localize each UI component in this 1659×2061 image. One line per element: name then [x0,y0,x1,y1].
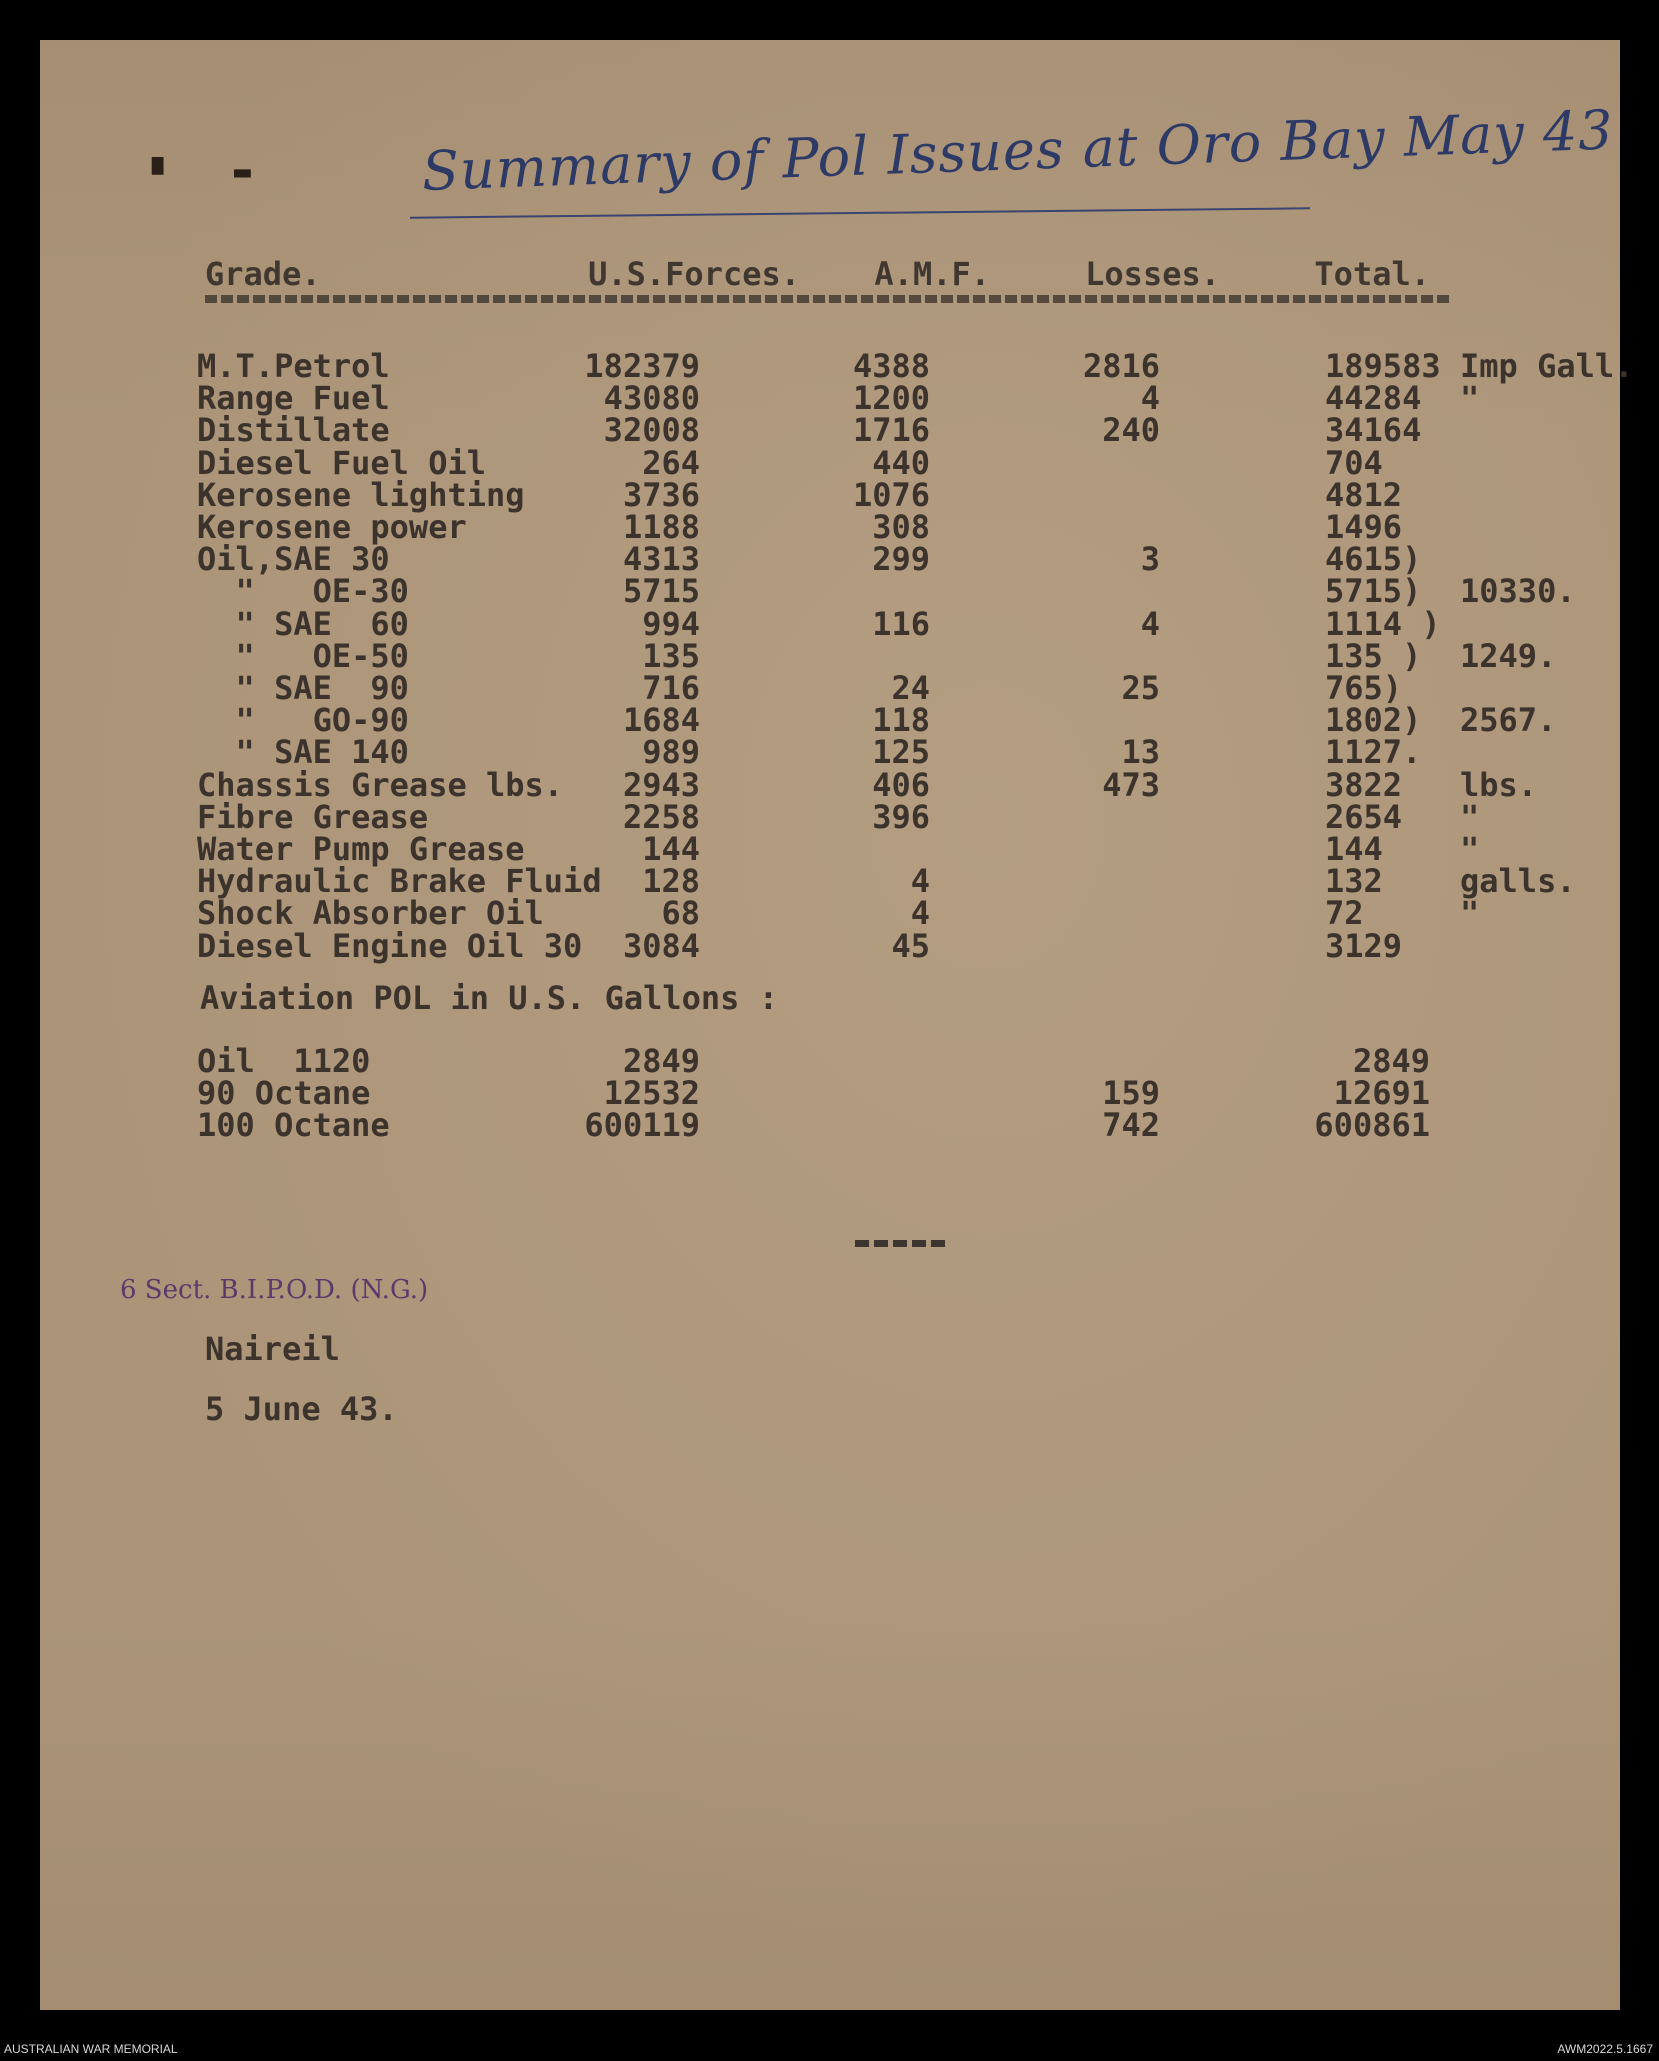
aviation-grade: 100 Octane [197,1106,390,1144]
row-total: 3129 [1325,927,1403,965]
aviation-grade: 90 Octane [197,1074,371,1112]
row-losses: 3 [1140,540,1160,578]
document-page [40,40,1620,2010]
aviation-total: 2849 [1352,1042,1430,1080]
row-note: " [1460,379,1480,417]
aviation-losses: 742 [1102,1106,1160,1144]
row-us-forces: 3084 [622,927,700,965]
row-grade: M.T.Petrol [197,347,390,385]
place-name: Naireil [205,1330,340,1368]
row-losses: 25 [1121,669,1160,707]
row-amf: 118 [872,701,930,739]
ink-mark: ▘ [152,158,176,193]
footer-right: AWM2022.5.1667 [1557,2042,1653,2056]
row-us-forces: 135 [642,637,700,675]
row-amf: 396 [872,798,930,836]
row-total: 3822 [1325,766,1403,804]
row-total: 1127. [1325,733,1422,771]
row-us-forces: 2943 [622,766,700,804]
row-grade: " SAE 60 [197,605,409,643]
row-amf: 308 [872,508,930,546]
aviation-total: 600861 [1314,1106,1430,1144]
column-header: Total. [1314,255,1430,293]
row-total: 135 ) [1325,637,1422,675]
row-total: 765) [1325,669,1403,707]
row-us-forces: 716 [642,669,700,707]
row-note: lbs. [1460,766,1538,804]
row-grade: Chassis Grease lbs. [197,766,564,804]
header-rule [205,295,1450,303]
row-us-forces: 144 [642,830,700,868]
row-us-forces: 264 [642,444,700,482]
aviation-us-forces: 12532 [603,1074,700,1112]
row-total: 1114 ) [1325,605,1441,643]
row-losses: 4 [1140,605,1160,643]
column-header: A.M.F. [874,255,990,293]
row-grade: Distillate [197,411,390,449]
row-amf: 4388 [852,347,930,385]
row-total: 144 [1325,830,1383,868]
row-grade: Hydraulic Brake Fluid [197,862,602,900]
row-amf: 406 [872,766,930,804]
row-us-forces: 68 [661,894,700,932]
row-total: 189583 [1325,347,1441,385]
column-header: Grade. [205,255,321,293]
row-grade: Fibre Grease [197,798,429,836]
end-dash [855,1240,950,1247]
row-grade: Kerosene power [197,508,467,546]
row-note: " [1460,798,1480,836]
row-losses: 4 [1140,379,1160,417]
row-amf: 1716 [852,411,930,449]
row-grade: Diesel Engine Oil 30 [197,927,583,965]
row-grade: " GO-90 [197,701,409,739]
document-date: 5 June 43. [205,1390,398,1428]
row-total: 704 [1325,444,1383,482]
row-grade: Oil,SAE 30 [197,540,390,578]
row-amf: 440 [872,444,930,482]
row-us-forces: 1684 [622,701,700,739]
row-amf: 4 [910,862,930,900]
handwritten-underline [410,207,1310,218]
row-grade: " OE-50 [197,637,409,675]
row-losses: 473 [1102,766,1160,804]
row-note: " [1460,894,1480,932]
footer-left: AUSTRALIAN WAR MEMORIAL [4,2042,178,2056]
row-losses: 2816 [1082,347,1160,385]
row-total: 4812 [1325,476,1403,514]
row-grade: Diesel Fuel Oil [197,444,486,482]
row-grade: " SAE 140 [197,733,409,771]
row-us-forces: 43080 [603,379,700,417]
row-grade: Shock Absorber Oil [197,894,544,932]
row-grade: Kerosene lighting [197,476,525,514]
row-note: 1249. [1460,637,1557,675]
row-amf: 125 [872,733,930,771]
ink-mark: ▬ [232,160,253,185]
row-total: 5715) [1325,572,1422,610]
row-grade: " SAE 90 [197,669,409,707]
row-us-forces: 32008 [603,411,700,449]
row-losses: 13 [1121,733,1160,771]
row-total: 44284 [1325,379,1422,417]
row-us-forces: 3736 [622,476,700,514]
row-us-forces: 1188 [622,508,700,546]
column-header: Losses. [1085,255,1220,293]
row-note: 10330. [1460,572,1576,610]
row-grade: Range Fuel [197,379,390,417]
aviation-grade: Oil 1120 [197,1042,371,1080]
row-total: 34164 [1325,411,1422,449]
row-total: 4615) [1325,540,1422,578]
aviation-us-forces: 600119 [584,1106,700,1144]
row-amf: 4 [910,894,930,932]
row-note: " [1460,830,1480,868]
aviation-us-forces: 2849 [622,1042,700,1080]
row-us-forces: 989 [642,733,700,771]
handwritten-title [410,98,1615,228]
handwritten-title-text: Summary of Pol Issues at Oro Bay May 43 [420,98,1615,203]
aviation-losses: 159 [1102,1074,1160,1112]
row-total: 132 [1325,862,1383,900]
row-grade: " OE-30 [197,572,409,610]
row-losses: 240 [1102,411,1160,449]
unit-stamp: 6 Sect. B.I.P.O.D. (N.G.) [120,1275,429,1305]
row-note: 2567. [1460,701,1557,739]
column-header: U.S.Forces. [588,255,800,293]
row-total: 72 [1325,894,1364,932]
row-us-forces: 182379 [584,347,700,385]
row-amf: 45 [891,927,930,965]
row-amf: 116 [872,605,930,643]
row-us-forces: 2258 [622,798,700,836]
row-us-forces: 5715 [622,572,700,610]
row-us-forces: 128 [642,862,700,900]
row-us-forces: 994 [642,605,700,643]
row-total: 1802) [1325,701,1422,739]
row-total: 2654 [1325,798,1403,836]
row-grade: Water Pump Grease [197,830,525,868]
row-total: 1496 [1325,508,1403,546]
row-amf: 24 [891,669,930,707]
row-us-forces: 4313 [622,540,700,578]
aviation-total: 12691 [1333,1074,1430,1112]
row-amf: 1200 [852,379,930,417]
row-amf: 299 [872,540,930,578]
row-amf: 1076 [852,476,930,514]
aviation-heading: Aviation POL in U.S. Gallons : [200,979,778,1017]
row-note: galls. [1460,862,1576,900]
row-note: Imp Gall. [1460,347,1634,385]
